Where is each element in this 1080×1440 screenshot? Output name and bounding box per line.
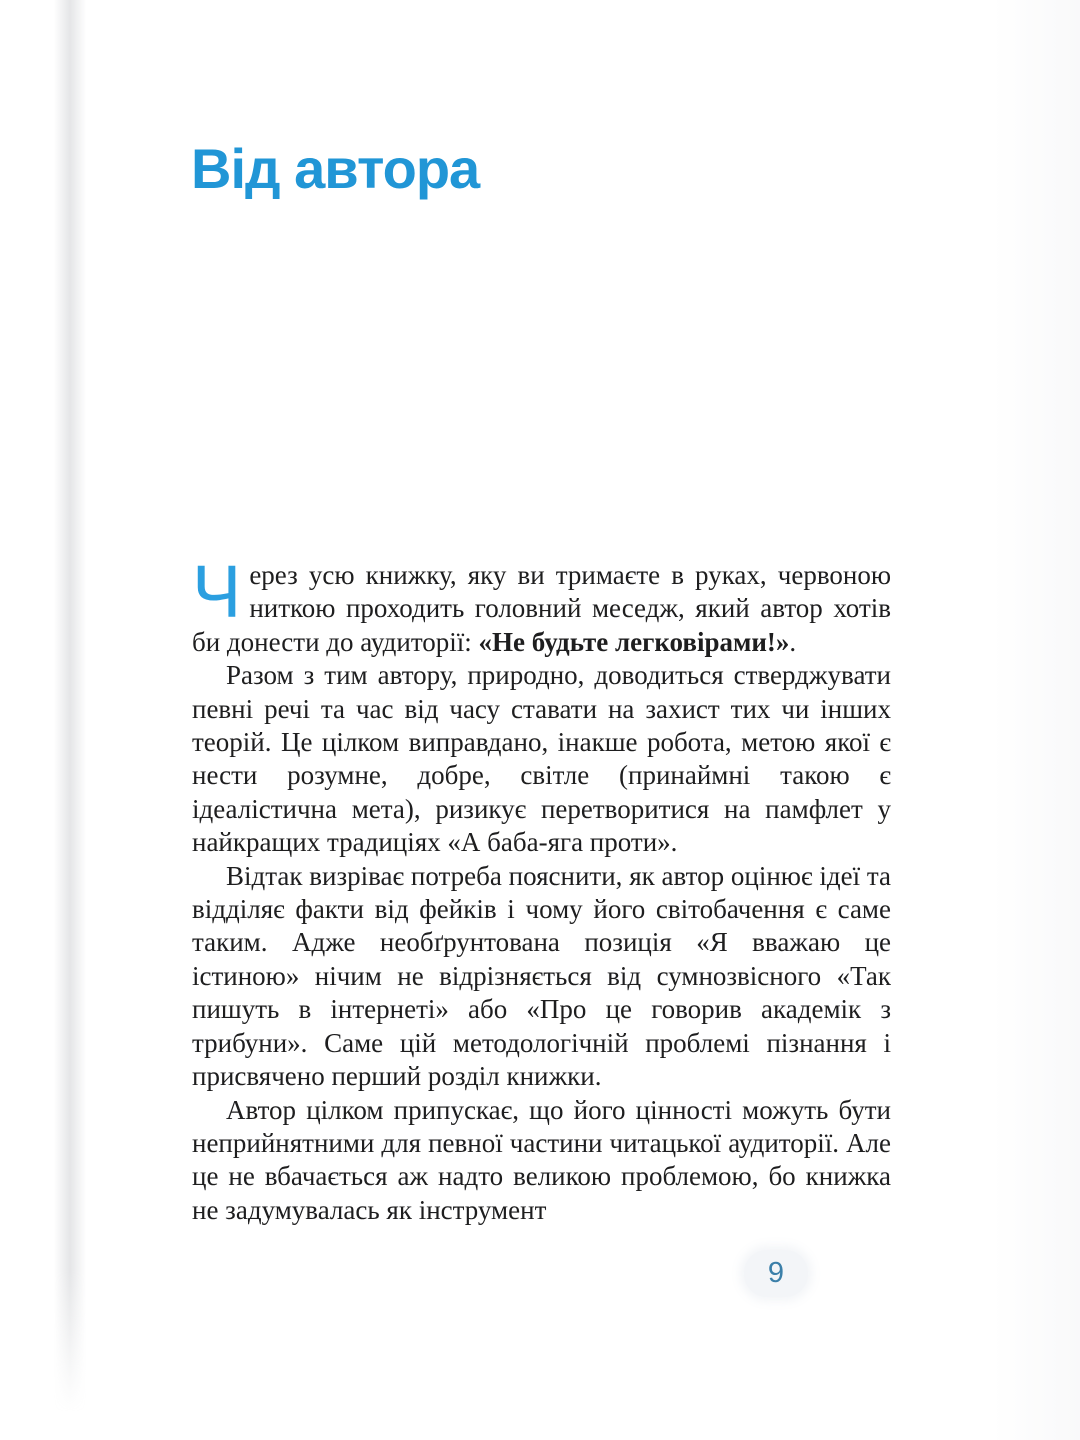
page-number: 9 — [767, 1257, 785, 1289]
paragraph-1-bold-phrase: «Не будьте легковірами!» — [478, 626, 790, 657]
paragraph-3: Відтак визріває потреба пояснити, як автор оцінює ідеї та відділяє факти від фейків і чому його світобачення є саме таким. Адже необґрунтована позиція «Я вважаю це істиною» нічим не відрізняється від сумнозвісного «Так пишуть в інтернеті» або «Про це говорив академік з трибуни». Саме цій методологічній проблемі пізнання і присвячено перший розділ книжки. — [192, 860, 891, 1092]
paragraph-1-tail: . — [789, 626, 797, 657]
page-number-badge — [744, 1250, 808, 1297]
paragraph-1-text: ерез усю книжку, яку ви тримаєте в руках, червоною ниткою проходить головний меседж, який автор хотів би донести до аудиторії: — [192, 560, 891, 657]
chapter-title: Від автора — [191, 137, 480, 200]
page-edge-shading — [992, 0, 1080, 1440]
paragraph-4: Автор цілком припускає, що його цінності можуть бути неприйнятними для певної частини читацької аудиторії. Але це не вбачається аж надто великою проблемою, бо книжка не задумувалась як інструмент — [192, 1094, 891, 1225]
paragraph-2: Разом з тим автору, природно, доводиться стверджувати певні речі та час від часу ставати на захист тих чи інших теорій. Це цілком виправдано, інакше робота, метою якої є нести розумне, добре, світле (принаймні такою є ідеалістична мета), ризикує перетворитися на памфлет у найкращих традиціях «А баба-яга проти». — [192, 660, 891, 858]
dropcap-letter: Ч — [192, 550, 242, 633]
spine-shadow — [54, 0, 86, 1412]
body-text-block — [192, 550, 891, 1227]
paragraph-1 — [192, 550, 891, 659]
